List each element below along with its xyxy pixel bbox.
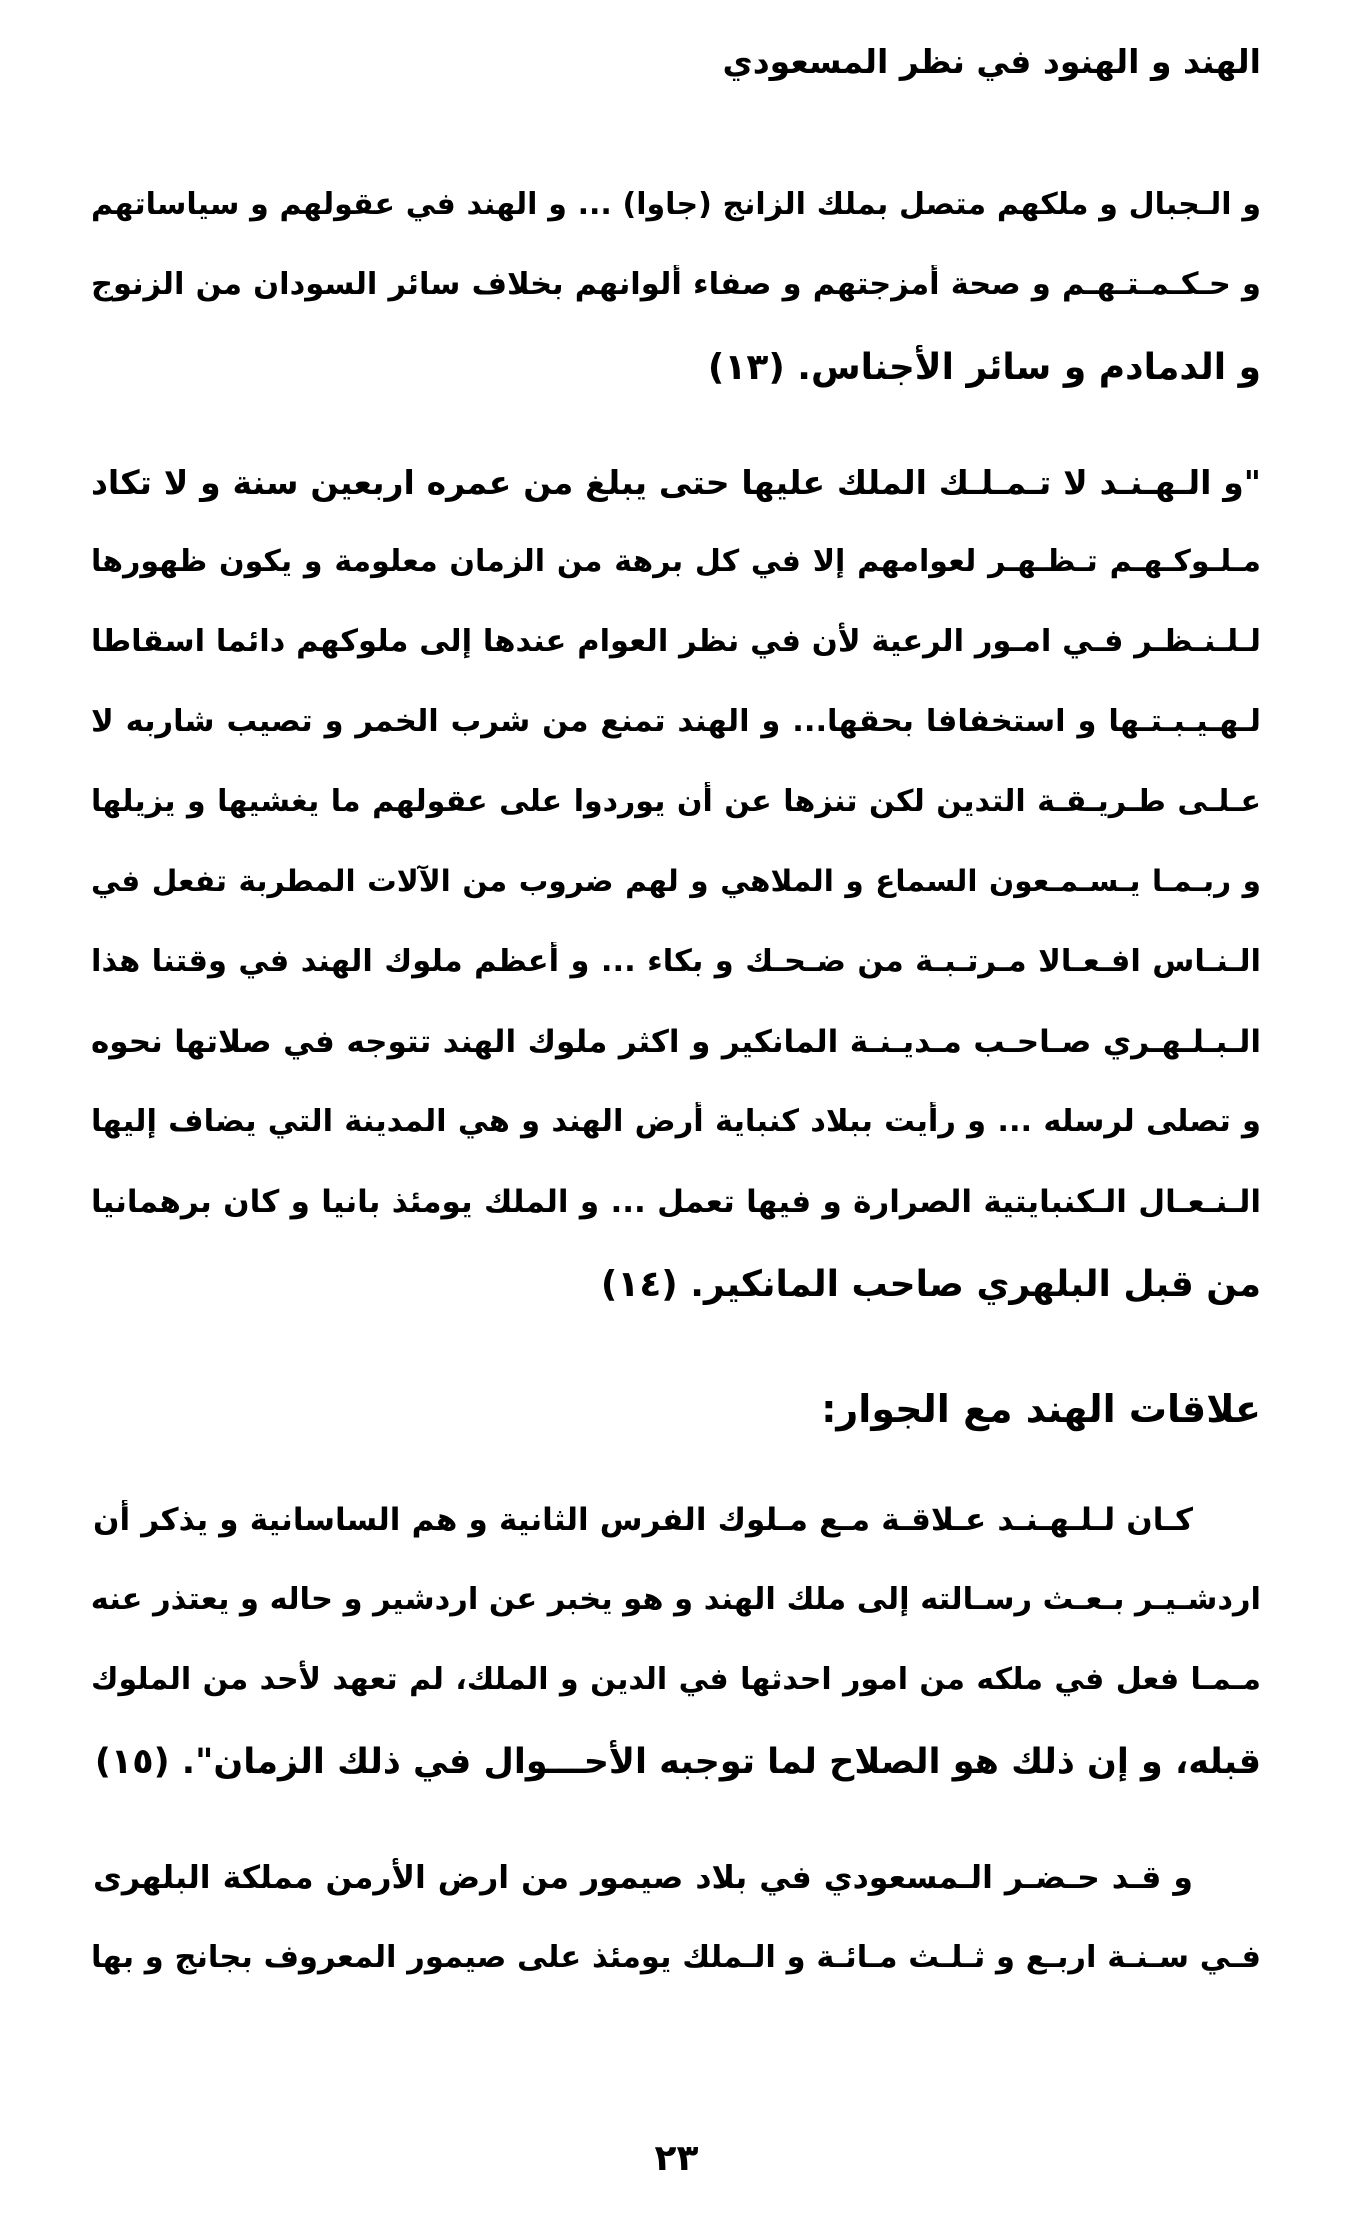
text-line: الـبـلـهـري صـاحـب مـديـنـة المانكير و اكثر ملوك الهند تتوجه في صلاتها نحوه xyxy=(91,1024,1261,1060)
text-line: فـي سـنـة اربـع و ثـلـث مـائـة و الـملك يومئذ على صيمور المعروف بجانج و بها xyxy=(91,1940,1261,1975)
text-line: "و الـهـنـد لا تـمـلـك الملك عليها حتى يبلغ من عمره اربعين سنة و لا تكاد xyxy=(91,463,1261,502)
text-line: اردشـيـر بـعـث رسـالته إلى ملك الهند و هو يخبر عن اردشير و حاله و يعتذر عنه xyxy=(91,1582,1261,1617)
text-line: و حـكـمـتـهـم و صحة أمزجتهم و صفاء ألوانهم بخلاف سائر السودان من الزنوج xyxy=(91,267,1261,302)
text-line: و قـد حـضـر الـمسعودي في بلاد صيمور من ارض الأرمن مملكة البلهرى xyxy=(93,1860,1193,1896)
text-line: مـلـوكـهـم تـظـهـر لعوامهم إلا في كل برهة من الزمان معلومة و يكون ظهورها xyxy=(91,544,1261,579)
text-line: و الدمادم و سائر الأجناس. (١٣) xyxy=(707,347,1261,388)
text-line: قبله، و إن ذلك هو الصلاح لما توجبه الأحـــوال في ذلك الزمان". (١٥) xyxy=(94,1742,1261,1782)
text-line: لـلـنـظـر فـي امـور الرعية لأن في نظر العوام عندها إلى ملوكهم دائما اسقاطا xyxy=(91,624,1261,659)
text-line: كـان لـلـهـنـد عـلاقـة مـع مـلوك الفرس الثانية و هم الساسانية و يذكر أن xyxy=(93,1502,1193,1538)
page-number: ٢٣ xyxy=(654,2138,699,2179)
text-line: و ربـمـا يـسـمـعون السماع و الملاهي و لهم ضروب من الآلات المطربة تفعل في xyxy=(91,864,1261,898)
section-heading: علاقات الهند مع الجوار: xyxy=(821,1387,1261,1431)
text-line: لـهـيـبـتـها و استخفافا بحقها... و الهند تمنع من شرب الخمر و تصيب شاربه لا xyxy=(91,704,1261,739)
text-line: من قبل البلهري صاحب المانكير. (١٤) xyxy=(600,1264,1261,1305)
text-line: و تصلى لرسله ... و رأيت ببلاد كنباية أرض الهند و هي المدينة التي يضاف إليها xyxy=(91,1104,1261,1139)
running-header: الهند و الهنود في نظر المسعودي xyxy=(722,42,1261,81)
text-line: عـلـى طـريـقـة التدين لكن تنزها عن أن يوردوا على عقولهم ما يغشيها و يزيلها xyxy=(91,784,1261,819)
text-line: و الـجبال و ملكهم متصل بملك الزانج (جاوا) ... و الهند في عقولهم و سياساتهم xyxy=(91,187,1261,222)
text-line: مـمـا فعل في ملكه من امور احدثها في الدين و الملك، لم تعهد لأحد من الملوك xyxy=(91,1662,1261,1697)
text-line: الـنـعـال الـكنبايتية الصرارة و فيها تعمل ... و الملك يومئذ بانيا و كان برهمانيا xyxy=(91,1184,1261,1220)
text-line: الـنـاس افـعـالا مـرتـبـة من ضـحـك و بكاء ... و أعظم ملوك الهند في وقتنا هذا xyxy=(91,944,1261,979)
